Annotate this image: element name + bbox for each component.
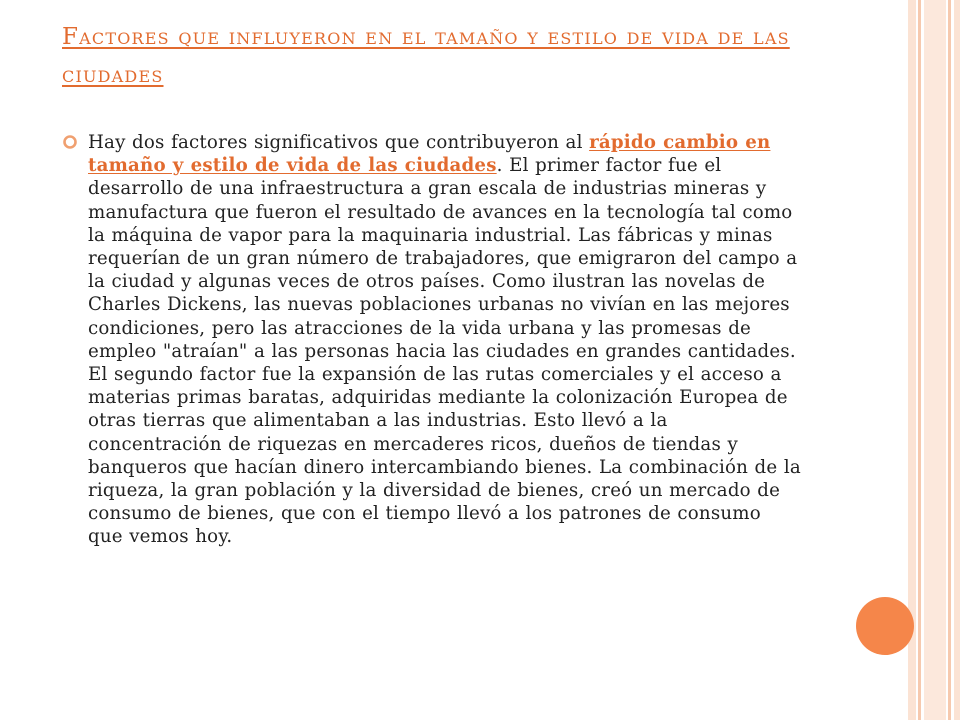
- body-paragraph: [88, 131, 802, 549]
- slide-title[interactable]: Factores que influyeron en el tamaño y estilo de vida de las ciudades: [62, 24, 790, 88]
- decorative-circle: [856, 597, 914, 655]
- hyperlink[interactable]: rápido cambio en tamaño y estilo de vida de las ciudades: [88, 132, 771, 177]
- paragraph-start: Hay dos factores significativos que contribuyeron al: [88, 132, 590, 153]
- decorative-stripes: [908, 0, 960, 720]
- bullet-item: [62, 131, 802, 549]
- paragraph-rest: . El primer factor fue el desarrollo de una infraestructura a gran escala de industrias mineras y manufactura que fueron el resultado de avances en la tecnología tal como la máquina de vapor para la maquinaria industrial. Las fábricas y minas requerían de un gran número de trabajadores, que emigraron del campo a la ciudad y algunas veces de otros países. Como ilustran las novelas de Charles Dickens, las nuevas poblaciones urbanas no vivían en las mejores condiciones, pero las atracciones de la vida urbana y las promesas de empleo "atraían" a las personas hacia las ciudades en grandes cantidades. El segundo factor fue la expansión de las rutas comerciales y el acceso a materias primas baratas, adquiridas mediante la colonización Europea de otras tierras que alimentaban a las industrias. Esto llevó a la concentración de riquezas en mercaderes ricos, dueños de tiendas y banqueros que hacían dinero intercambiando bienes. La combinación de la riqueza, la gran población y la diversidad de bienes, creó un mercado de consumo de bienes, que con el tiempo llevó a los patrones de consumo que vemos hoy.: [88, 155, 801, 548]
- circle-bullet-icon: [62, 134, 78, 150]
